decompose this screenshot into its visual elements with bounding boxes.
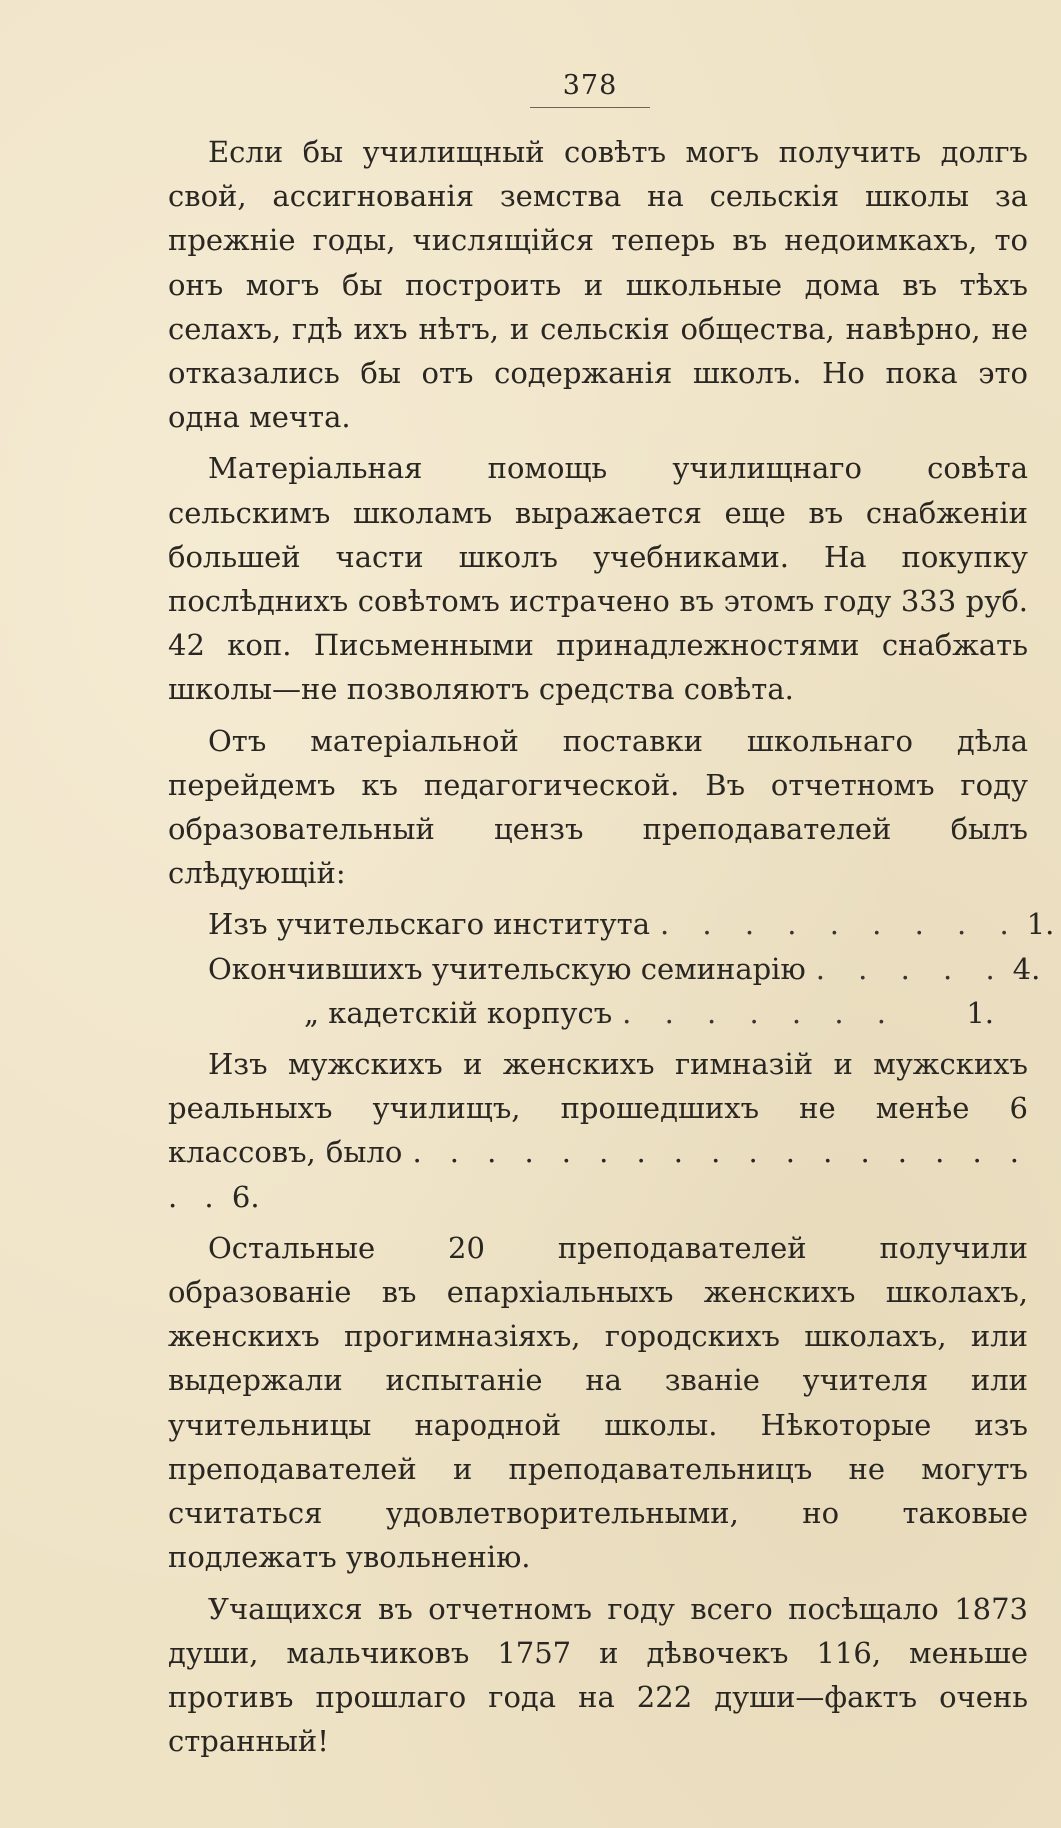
leader-dots: . . . . . . . . . . . . . . . . . . .: [168, 1135, 1029, 1214]
page-text: [168, 130, 1055, 1763]
census-label: Окончившихъ учительскую семинарію: [208, 951, 806, 986]
census-count: 4.: [1012, 951, 1041, 986]
census-count: 1.: [1026, 907, 1055, 942]
page-number: 378: [530, 70, 650, 108]
leader-dots: . . . . . . .: [622, 995, 898, 1030]
paragraph-material-help: Матеріальная помощь училищнаго совѣта сельскимъ школамъ выражается еще въ снабженіи большей части школъ учебниками. На покупку послѣднихъ совѣтомъ истрачено въ этомъ году 333 руб. 42 коп. Письменными принадлежностями снабжать школы—не позволяютъ средства совѣта.: [168, 451, 1028, 707]
leader-dots: . . . . . . . . .: [660, 907, 1021, 942]
census-row-seminary: [168, 947, 1041, 991]
paragraph-pedagogical: Отъ матеріальной поставки школьнаго дѣла перейдемъ къ педагогической. Въ отчетномъ году образовательный цензъ преподавателей былъ слѣдующій:: [168, 723, 1028, 891]
census-row-institute: [168, 902, 1055, 946]
paragraph-pupils: Учащихся въ отчетномъ году всего посѣщало 1873 души, мальчиковъ 1757 и дѣвочекъ 116, меньше противъ прошлаго года на 222 души—фактъ очень странный!: [168, 1591, 1028, 1759]
census-label: Изъ учительскаго института: [208, 907, 650, 942]
book-page: [168, 70, 1055, 1770]
gymnasium-count: 6.: [231, 1179, 260, 1214]
census-label: „ кадетскій корпусъ: [304, 995, 613, 1030]
census-count: 1.: [966, 995, 994, 1030]
paragraph-gymnasium: [168, 1042, 1028, 1219]
paragraph-other-teachers: Остальные 20 преподавателей получили образованіе въ епархіальныхъ женскихъ школахъ, женскихъ прогимназіяхъ, городскихъ школахъ, или выдержали испытаніе на званіе учителя или учительницы народной школы. Нѣкоторые изъ преподавателей и преподавательницъ не могутъ считаться удовлетворительными, но таковые подлежатъ увольненію.: [168, 1230, 1028, 1575]
gymnasium-text: Изъ мужскихъ и женскихъ гимназій и мужскихъ реальныхъ училищъ, прошедшихъ не менѣе 6 классовъ, было: [168, 1047, 1028, 1170]
paragraph-school-debt: Если бы училищный совѣтъ могъ получить долгъ свой, ассигнованія земства на сельскія школы за прежніе годы, числящійся теперь въ недоимкахъ, то онъ могъ бы построить и школьные дома въ тѣхъ селахъ, гдѣ ихъ нѣтъ, и сельскія общества, навѣрно, не отказались бы отъ содержанія школъ. Но пока это одна мечта.: [168, 135, 1028, 435]
leader-dots: . . . . .: [815, 951, 1007, 986]
census-row-cadet: [168, 991, 994, 1035]
